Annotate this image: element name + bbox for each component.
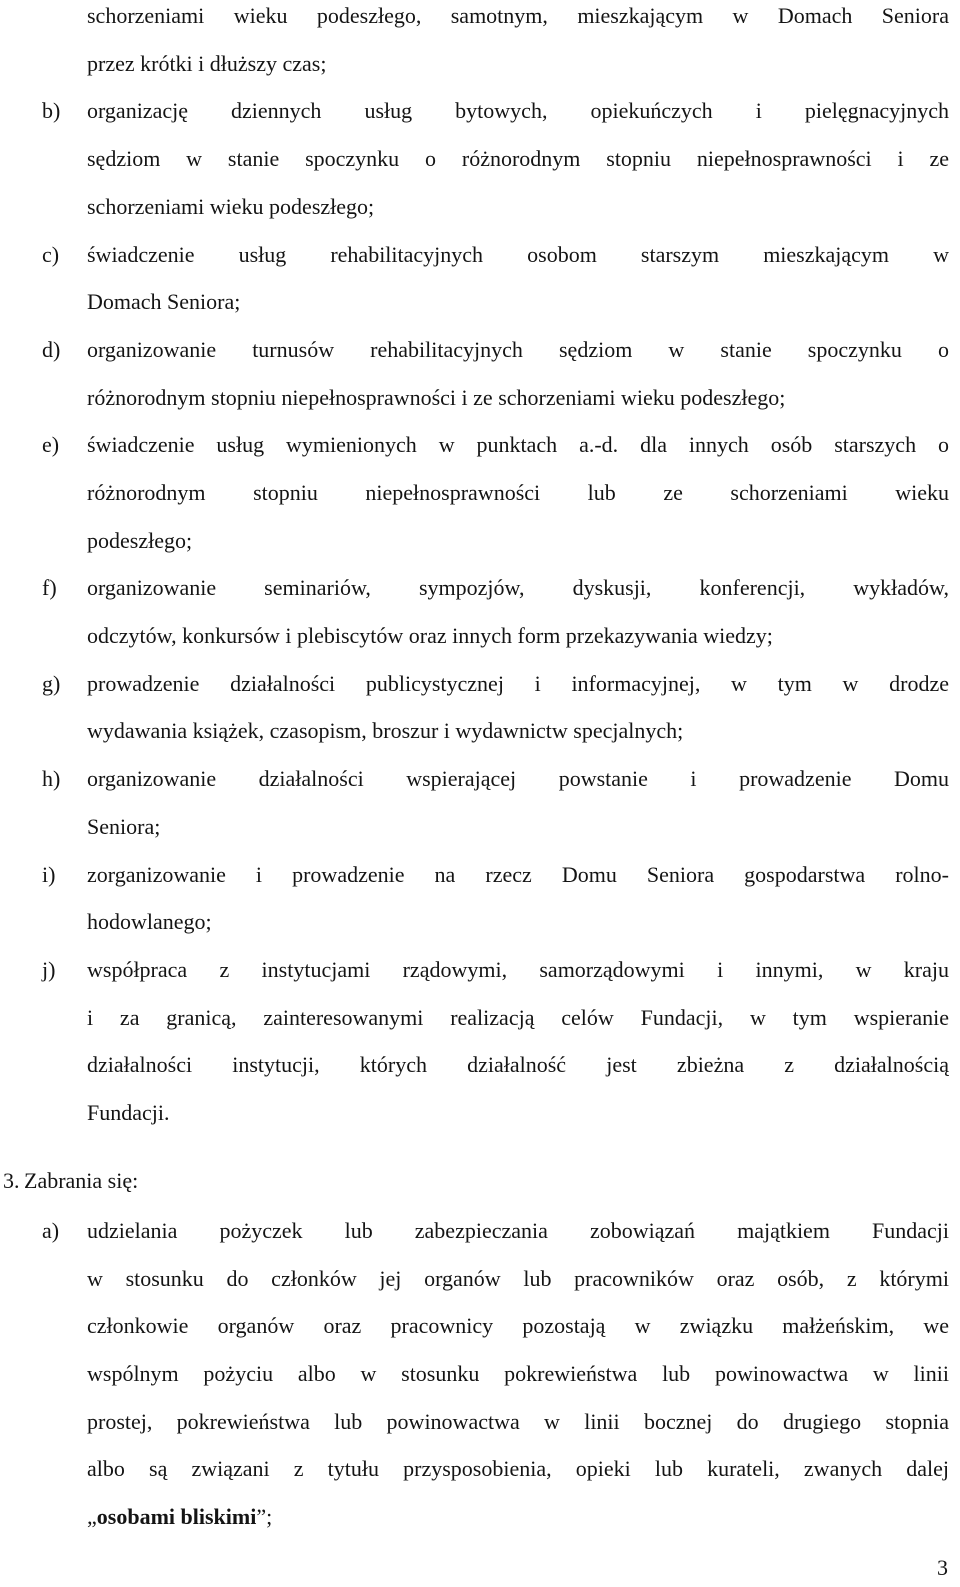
close-quote: ”;: [256, 1504, 273, 1530]
list-item-line: Seniora;: [87, 813, 161, 839]
list-item: [87, 0, 949, 87]
list-item: [87, 1207, 949, 1541]
list-item-line: wydawania książek, czasopism, broszur i wydawnictw specjalnych;: [87, 718, 684, 744]
list-item-line: podeszłego;: [87, 527, 193, 553]
list-item-marker: b): [42, 98, 61, 124]
list-item-line: różnorodnym stopniu niepełnosprawności lub ze schorzeniami wieku: [87, 479, 949, 505]
list-item-line: i za granicą, zainteresowanymi realizacją celów Fundacji, w tym wspieranie: [87, 1004, 949, 1030]
list-item-line: członkowie organów oraz pracownicy pozostają w związku małżeńskim, we: [87, 1313, 949, 1339]
list-item-line: [87, 1493, 949, 1541]
list-item-line: w stosunku do członków jej organów lub pracowników oraz osób, z którymi: [87, 1265, 949, 1291]
list-item-line: Fundacji.: [87, 1100, 170, 1126]
list-item: [87, 946, 949, 1137]
list-item-line: różnorodnym stopniu niepełnosprawności i ze schorzeniami wieku podeszłego;: [87, 384, 786, 410]
list-item: [87, 755, 949, 850]
list-item-marker: d): [42, 336, 61, 362]
list-item-line: organizowanie działalności wspierającej powstanie i prowadzenie Domu: [87, 766, 949, 792]
section-title: Zabrania się:: [24, 1168, 139, 1193]
list-item-line: organizowanie seminariów, sympozjów, dyskusji, konferencji, wykładów,: [87, 575, 949, 601]
list-item-line: Domach Seniora;: [87, 289, 241, 315]
list-item: [87, 326, 949, 421]
list-item: [87, 87, 949, 230]
list-item-line: hodowlanego;: [87, 909, 212, 935]
open-quote: „: [87, 1504, 97, 1530]
list-item-marker: g): [42, 670, 61, 696]
defined-term: osobami bliskimi: [96, 1504, 257, 1530]
list-item-marker: j): [42, 957, 56, 982]
list-item-line: świadczenie usług rehabilitacyjnych osobom starszym mieszkającym w: [87, 241, 949, 267]
list-item-line: świadczenie usług wymienionych w punktach a.-d. dla innych osób starszych o: [87, 432, 949, 458]
list-item-line: sędziom w stanie spoczynku o różnorodnym stopniu niepełnosprawności i ze: [87, 146, 949, 172]
section-number: 3.: [3, 1168, 20, 1193]
section-heading: [3, 1166, 138, 1196]
list-item-marker: e): [42, 432, 60, 458]
list-item-line: działalności instytucji, których działalność jest zbieżna z działalnością: [87, 1052, 949, 1078]
list-item-line: schorzeniami wieku podeszłego;: [87, 193, 375, 219]
list-item-marker: h): [42, 766, 61, 792]
list-item-line: przez krótki i dłuższy czas;: [87, 50, 327, 76]
list-item-line: albo są związani z tytułu przysposobienia, opieki lub kurateli, zwanych dalej: [87, 1456, 949, 1482]
list-item-line: odczytów, konkursów i plebiscytów oraz innych form przekazywania wiedzy;: [87, 623, 773, 649]
list-item-line: prowadzenie działalności publicystycznej i informacyjnej, w tym w drodze: [87, 670, 949, 696]
list-item-line: schorzeniami wieku podeszłego, samotnym, mieszkającym w Domach Seniora: [87, 3, 949, 28]
list-item-line: udzielania pożyczek lub zabezpieczania zobowiązań majątkiem Fundacji: [87, 1218, 949, 1243]
list-item-line: organizację dziennych usług bytowych, opiekuńczych i pielęgnacyjnych: [87, 98, 949, 124]
list-item-marker: c): [42, 241, 60, 267]
list-item: [87, 564, 949, 659]
list-item: [87, 851, 949, 946]
list-item: [87, 421, 949, 564]
list-item: [87, 660, 949, 755]
list-item-marker: i): [42, 861, 56, 887]
page-number: 3: [937, 1555, 948, 1580]
list-item-marker: f): [42, 575, 57, 601]
list-item-line: współpraca z instytucjami rządowymi, samorządowymi i innymi, w kraju: [87, 957, 949, 982]
list-item: [87, 231, 949, 326]
list-item-marker: a): [42, 1218, 60, 1243]
list-item-line: organizowanie turnusów rehabilitacyjnych sędziom w stanie spoczynku o: [87, 336, 949, 362]
list-item-line: wspólnym pożyciu albo w stosunku pokrewieństwa lub powinowactwa w linii: [87, 1361, 949, 1387]
list-item-line: prostej, pokrewieństwa lub powinowactwa w linii bocznej do drugiego stopnia: [87, 1408, 949, 1434]
list-item-line: zorganizowanie i prowadzenie na rzecz Domu Seniora gospodarstwa rolno-: [87, 861, 949, 887]
